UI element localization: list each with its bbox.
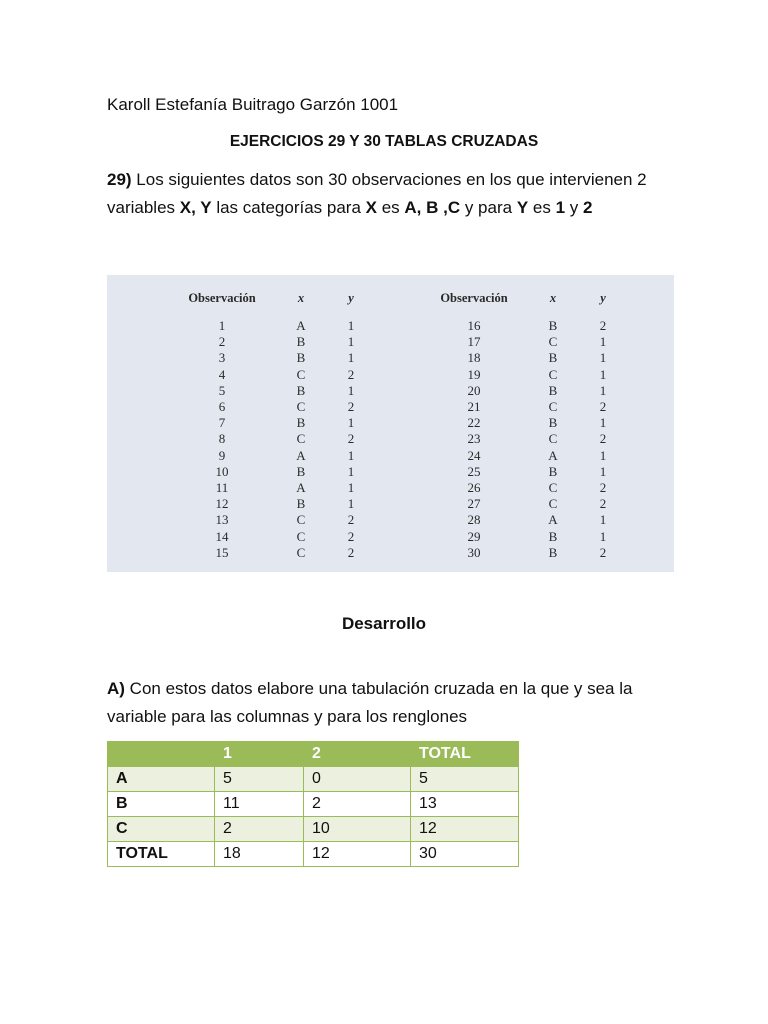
observation-y-cell: 1: [599, 334, 607, 350]
observation-row: [179, 334, 365, 350]
observation-y-cell: 2: [599, 496, 607, 512]
exercise-number: 29): [107, 170, 132, 189]
observation-row: [431, 350, 617, 366]
observation-obs-cell: 5: [218, 382, 226, 398]
observation-y-cell: 2: [599, 544, 607, 560]
observation-x-cell: C: [548, 366, 558, 382]
observation-obs-cell: 22: [467, 415, 481, 431]
observation-row: [431, 464, 617, 480]
observation-y-cell: 1: [347, 318, 355, 333]
observation-x-cell: B: [548, 528, 558, 544]
observation-obs-cell: 19: [467, 366, 481, 382]
observation-y-cell: 1: [599, 382, 607, 398]
crosstab-cell: 11: [215, 792, 304, 817]
crosstab-header-cell: 1: [215, 742, 304, 767]
observation-y-cell: 2: [599, 399, 607, 415]
observation-obs-cell: 27: [467, 496, 481, 512]
observations-table-left: [179, 291, 365, 561]
observation-y-cell: 2: [599, 431, 607, 447]
observation-x-cell: B: [548, 463, 558, 479]
document-title: EJERCICIOS 29 Y 30 TABLAS CRUZADAS: [229, 133, 539, 150]
observation-obs-cell: 30: [467, 544, 481, 560]
crosstab-header-cell: [108, 742, 215, 767]
exercise-statement: 29) Los siguientes datos son 30 observaciones en los que intervienen 2 variables X, Y las categorías para X es A, B ,C y para Y es 1 y 2: [107, 170, 647, 217]
observation-obs-cell: 16: [467, 318, 481, 333]
observation-obs-cell: 9: [218, 447, 226, 463]
observation-x-cell: A: [296, 480, 306, 496]
observation-obs-cell: 18: [467, 350, 481, 366]
observation-x-cell: B: [296, 350, 306, 366]
observation-row: [431, 496, 617, 512]
observation-obs-cell: 11: [215, 480, 229, 496]
observation-y-cell: 1: [347, 480, 355, 496]
observation-y-cell: 2: [347, 528, 355, 544]
observation-obs-cell: 21: [467, 399, 481, 415]
observation-row: [179, 367, 365, 383]
observation-y-cell: 2: [347, 366, 355, 382]
section-heading: Desarrollo: [341, 614, 427, 633]
observation-y-cell: 1: [347, 415, 355, 431]
observation-row: [179, 545, 365, 561]
crosstab-cell: 10: [304, 817, 411, 842]
observation-obs-cell: 10: [215, 463, 229, 479]
observation-y-cell: 2: [347, 431, 355, 447]
observation-y-cell: 1: [347, 463, 355, 479]
header-observacion: Observación: [188, 291, 256, 305]
question-label: A): [107, 679, 125, 698]
observation-obs-cell: 20: [467, 382, 481, 398]
observation-row: [179, 480, 365, 496]
crosstab-row: [108, 842, 519, 867]
header-x: x: [297, 291, 305, 305]
author-line: Karoll Estefanía Buitrago Garzón 1001: [107, 95, 399, 114]
observation-row: [431, 367, 617, 383]
observation-obs-cell: 28: [467, 512, 481, 528]
observation-x-cell: C: [296, 544, 306, 560]
observation-row: [431, 399, 617, 415]
observation-x-cell: A: [548, 447, 558, 463]
observation-row: [179, 318, 365, 334]
observation-obs-cell: 17: [467, 334, 481, 350]
observation-row: [431, 480, 617, 496]
observation-obs-cell: 1: [218, 318, 226, 333]
crosstab-row-label: TOTAL: [108, 842, 215, 867]
observation-y-cell: 1: [347, 496, 355, 512]
observation-obs-cell: 15: [215, 544, 229, 560]
observation-row: [179, 350, 365, 366]
crosstab-row-label: B: [108, 792, 215, 817]
crosstab-row-label: A: [108, 767, 215, 792]
crosstab-cell: 2: [304, 792, 411, 817]
observation-x-cell: B: [296, 382, 306, 398]
observation-x-cell: A: [548, 512, 558, 528]
crosstab-cell: 18: [215, 842, 304, 867]
observation-obs-cell: 23: [467, 431, 481, 447]
observation-obs-cell: 7: [218, 415, 226, 431]
observation-y-cell: 2: [347, 399, 355, 415]
observation-row: [179, 415, 365, 431]
observation-row: [431, 415, 617, 431]
crosstab-row: [108, 817, 519, 842]
observation-x-cell: C: [296, 528, 306, 544]
header-observacion: Observación: [440, 291, 508, 305]
crosstab-cell: 12: [411, 817, 519, 842]
observation-y-cell: 1: [599, 366, 607, 382]
observation-obs-cell: 2: [218, 334, 226, 350]
crosstab-header-row: [108, 742, 519, 767]
crosstab-cell: 5: [411, 767, 519, 792]
observation-x-cell: B: [296, 463, 306, 479]
observation-y-cell: 1: [599, 415, 607, 431]
observation-obs-cell: 8: [218, 431, 226, 447]
observation-y-cell: 1: [599, 350, 607, 366]
observation-y-cell: 1: [599, 447, 607, 463]
crosstab-table: [107, 741, 519, 867]
observation-y-cell: 2: [599, 318, 607, 333]
observation-x-cell: B: [548, 318, 558, 333]
header-x: x: [549, 291, 557, 305]
observation-row: [179, 448, 365, 464]
observations-table-right: [431, 291, 617, 561]
observation-x-cell: B: [296, 334, 306, 350]
observation-obs-cell: 4: [218, 366, 226, 382]
crosstab-row-label: C: [108, 817, 215, 842]
observation-row: [431, 545, 617, 561]
observation-obs-cell: 12: [215, 496, 229, 512]
observation-x-cell: A: [296, 447, 306, 463]
observation-x-cell: B: [296, 496, 306, 512]
observation-row: [431, 529, 617, 545]
header-y: y: [348, 291, 354, 305]
crosstab-header-cell: 2: [304, 742, 411, 767]
observation-row: [431, 512, 617, 528]
observation-obs-cell: 13: [215, 512, 229, 528]
observation-obs-cell: 29: [467, 528, 481, 544]
observation-row: [179, 431, 365, 447]
crosstab-row: [108, 792, 519, 817]
observation-x-cell: C: [296, 399, 306, 415]
observation-row: [431, 431, 617, 447]
crosstab-cell: 12: [304, 842, 411, 867]
crosstab-header-cell: TOTAL: [411, 742, 519, 767]
crosstab-cell: 13: [411, 792, 519, 817]
observation-obs-cell: 26: [467, 480, 481, 496]
observation-row: [431, 448, 617, 464]
observation-obs-cell: 24: [467, 447, 481, 463]
observation-x-cell: B: [548, 415, 558, 431]
observation-x-cell: B: [548, 350, 558, 366]
observation-x-cell: C: [548, 399, 558, 415]
observation-y-cell: 1: [347, 382, 355, 398]
observation-row: [179, 512, 365, 528]
observation-obs-cell: 6: [218, 399, 226, 415]
observation-x-cell: C: [296, 431, 306, 447]
observation-row: [431, 318, 617, 334]
crosstab-cell: 30: [411, 842, 519, 867]
observation-row: [179, 399, 365, 415]
observation-y-cell: 1: [347, 350, 355, 366]
question-a: A) Con estos datos elabore una tabulación cruzada en la que y sea la variable para las columnas y para los renglones: [107, 679, 633, 726]
observation-x-cell: B: [548, 544, 558, 560]
observation-obs-cell: 25: [467, 463, 481, 479]
observation-x-cell: C: [548, 480, 558, 496]
observation-row: [179, 383, 365, 399]
observation-y-cell: 1: [599, 463, 607, 479]
observation-x-cell: C: [296, 512, 306, 528]
observation-x-cell: C: [548, 334, 558, 350]
observation-x-cell: C: [296, 366, 306, 382]
observation-y-cell: 2: [599, 480, 607, 496]
observation-y-cell: 1: [347, 334, 355, 350]
observation-y-cell: 1: [347, 447, 355, 463]
observation-y-cell: 1: [599, 528, 607, 544]
crosstab-cell: 5: [215, 767, 304, 792]
observation-row: [179, 496, 365, 512]
header-y: y: [600, 291, 606, 305]
observation-row: [431, 383, 617, 399]
observation-y-cell: 2: [347, 512, 355, 528]
observation-row: [431, 334, 617, 350]
observations-image: [107, 275, 674, 572]
observation-x-cell: C: [548, 496, 558, 512]
crosstab-cell: 0: [304, 767, 411, 792]
crosstab-cell: 2: [215, 817, 304, 842]
observation-obs-cell: 3: [218, 350, 226, 366]
observation-x-cell: B: [548, 382, 558, 398]
observation-y-cell: 1: [599, 512, 607, 528]
crosstab-row: [108, 767, 519, 792]
observation-row: [179, 464, 365, 480]
observation-x-cell: C: [548, 431, 558, 447]
observation-x-cell: A: [296, 318, 306, 333]
observation-obs-cell: 14: [215, 528, 229, 544]
observation-y-cell: 2: [347, 544, 355, 560]
observation-row: [179, 529, 365, 545]
observation-x-cell: B: [296, 415, 306, 431]
